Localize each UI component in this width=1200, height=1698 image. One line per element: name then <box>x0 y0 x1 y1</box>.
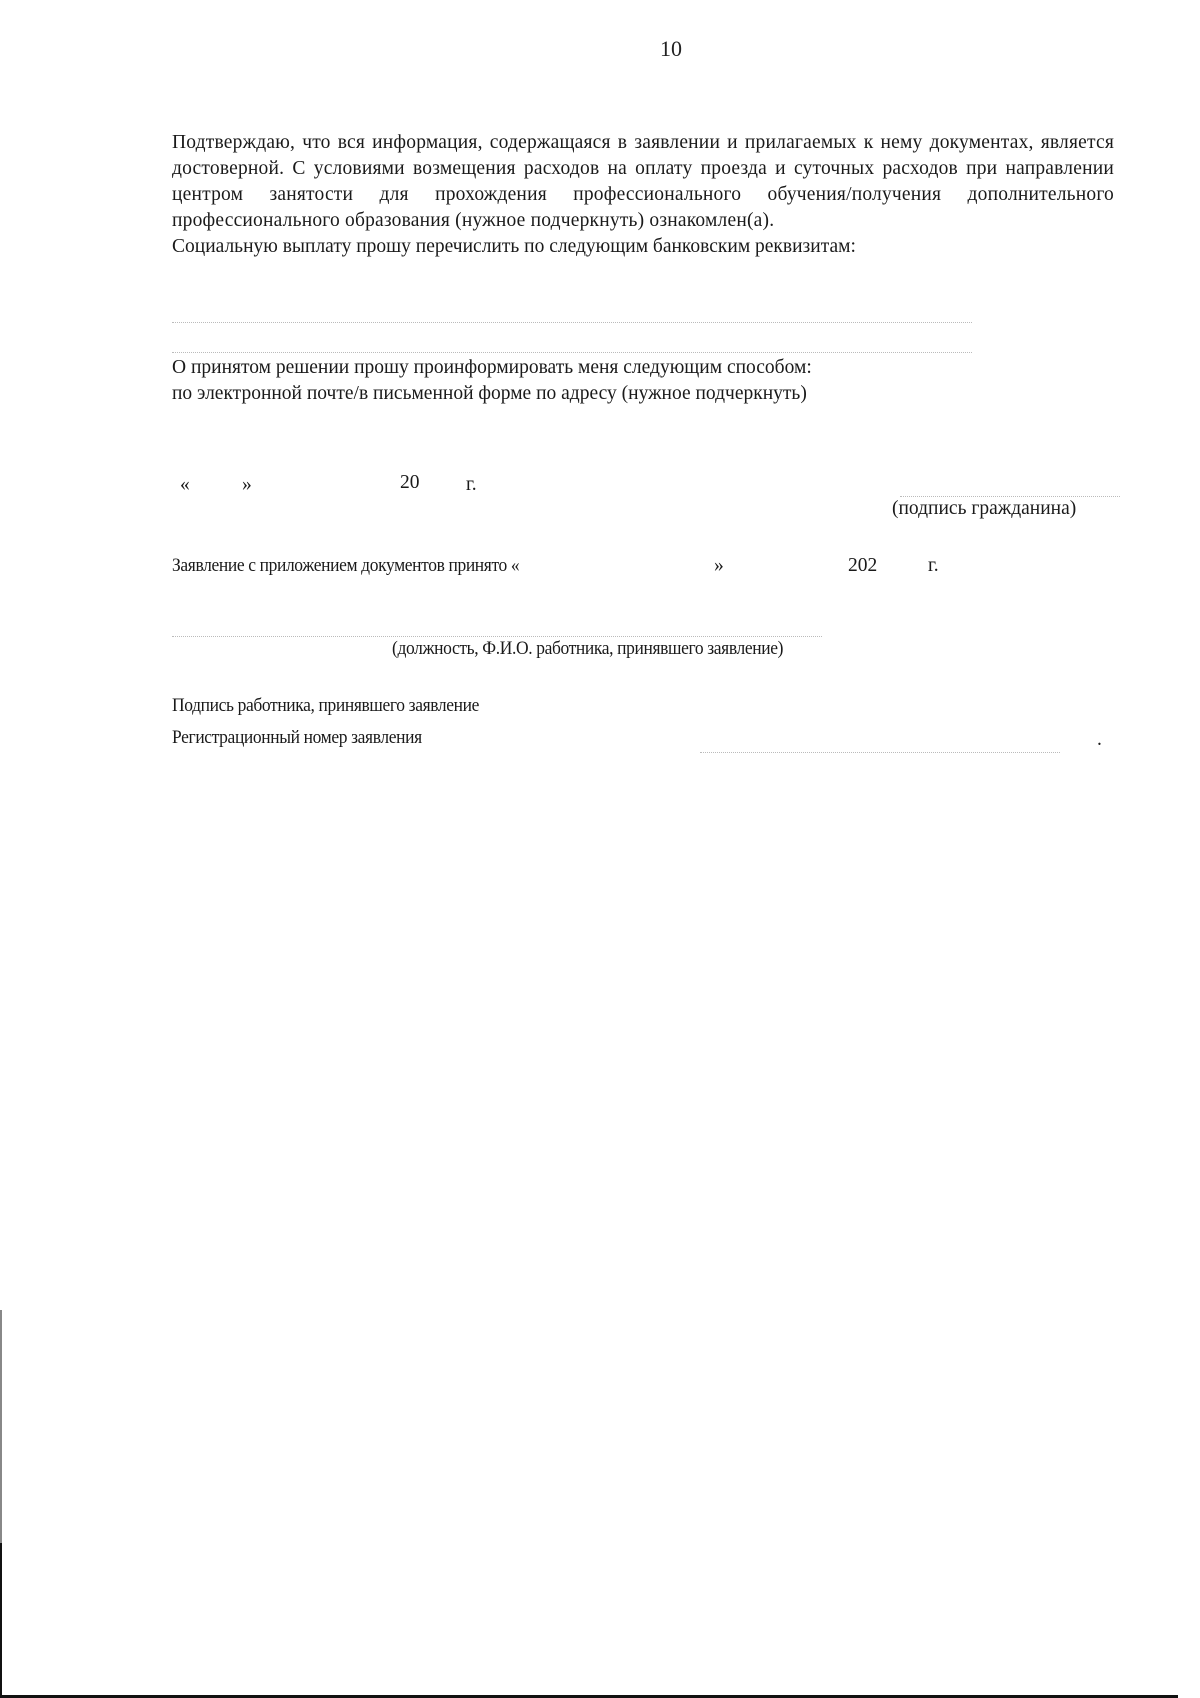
citizen-signature-line <box>900 496 1120 497</box>
employee-position-caption: (должность, Ф.И.О. работника, принявшего заявление) <box>392 638 784 659</box>
citizen-date-year-suffix: г. <box>466 474 477 495</box>
citizen-date-year: 20 <box>400 472 420 493</box>
notification-method-request: О принятом решении прошу проинформировать меня следующим способом: <box>172 357 812 378</box>
employee-position-line <box>172 636 822 637</box>
registration-number-label: Регистрационный номер заявления <box>172 727 422 748</box>
bank-details-fill-line-1 <box>172 322 972 323</box>
confirmation-section <box>172 130 1114 260</box>
registration-number-line <box>700 752 1060 753</box>
citizen-signature-caption: (подпись гражданина) <box>892 498 1077 519</box>
citizen-date-close-quote: » <box>242 474 252 495</box>
bank-details-fill-line-2 <box>172 352 972 353</box>
bank-details-request: Социальную выплату прошу перечислить по следующим банковским реквизитам: <box>172 236 856 257</box>
scan-edge-left <box>0 1310 2 1698</box>
registration-end-mark: . <box>1097 729 1102 750</box>
page-number: 10 <box>660 36 682 61</box>
notification-method-options: по электронной почте/в письменной форме по адресу (нужное подчеркнуть) <box>172 383 807 404</box>
employee-signature-label: Подпись работника, принявшего заявление <box>172 695 480 716</box>
acceptance-close-quote: » <box>714 555 724 576</box>
acceptance-year: 202 <box>848 555 878 576</box>
confirmation-paragraph: Подтверждаю, что вся информация, содержащаяся в заявлении и прилагаемых к нему документах, является достоверной. С условиями возмещения расходов на оплату проезда и суточных расходов при направлении центром занятости для прохождения профессионального обучения/получения дополнительного профессионального образования (нужное подчеркнуть) ознакомлен(а). <box>172 132 1114 231</box>
acceptance-statement: Заявление с приложением документов принято « <box>172 555 520 576</box>
acceptance-year-suffix: г. <box>928 555 939 576</box>
citizen-date-open-quote: « <box>180 474 190 495</box>
